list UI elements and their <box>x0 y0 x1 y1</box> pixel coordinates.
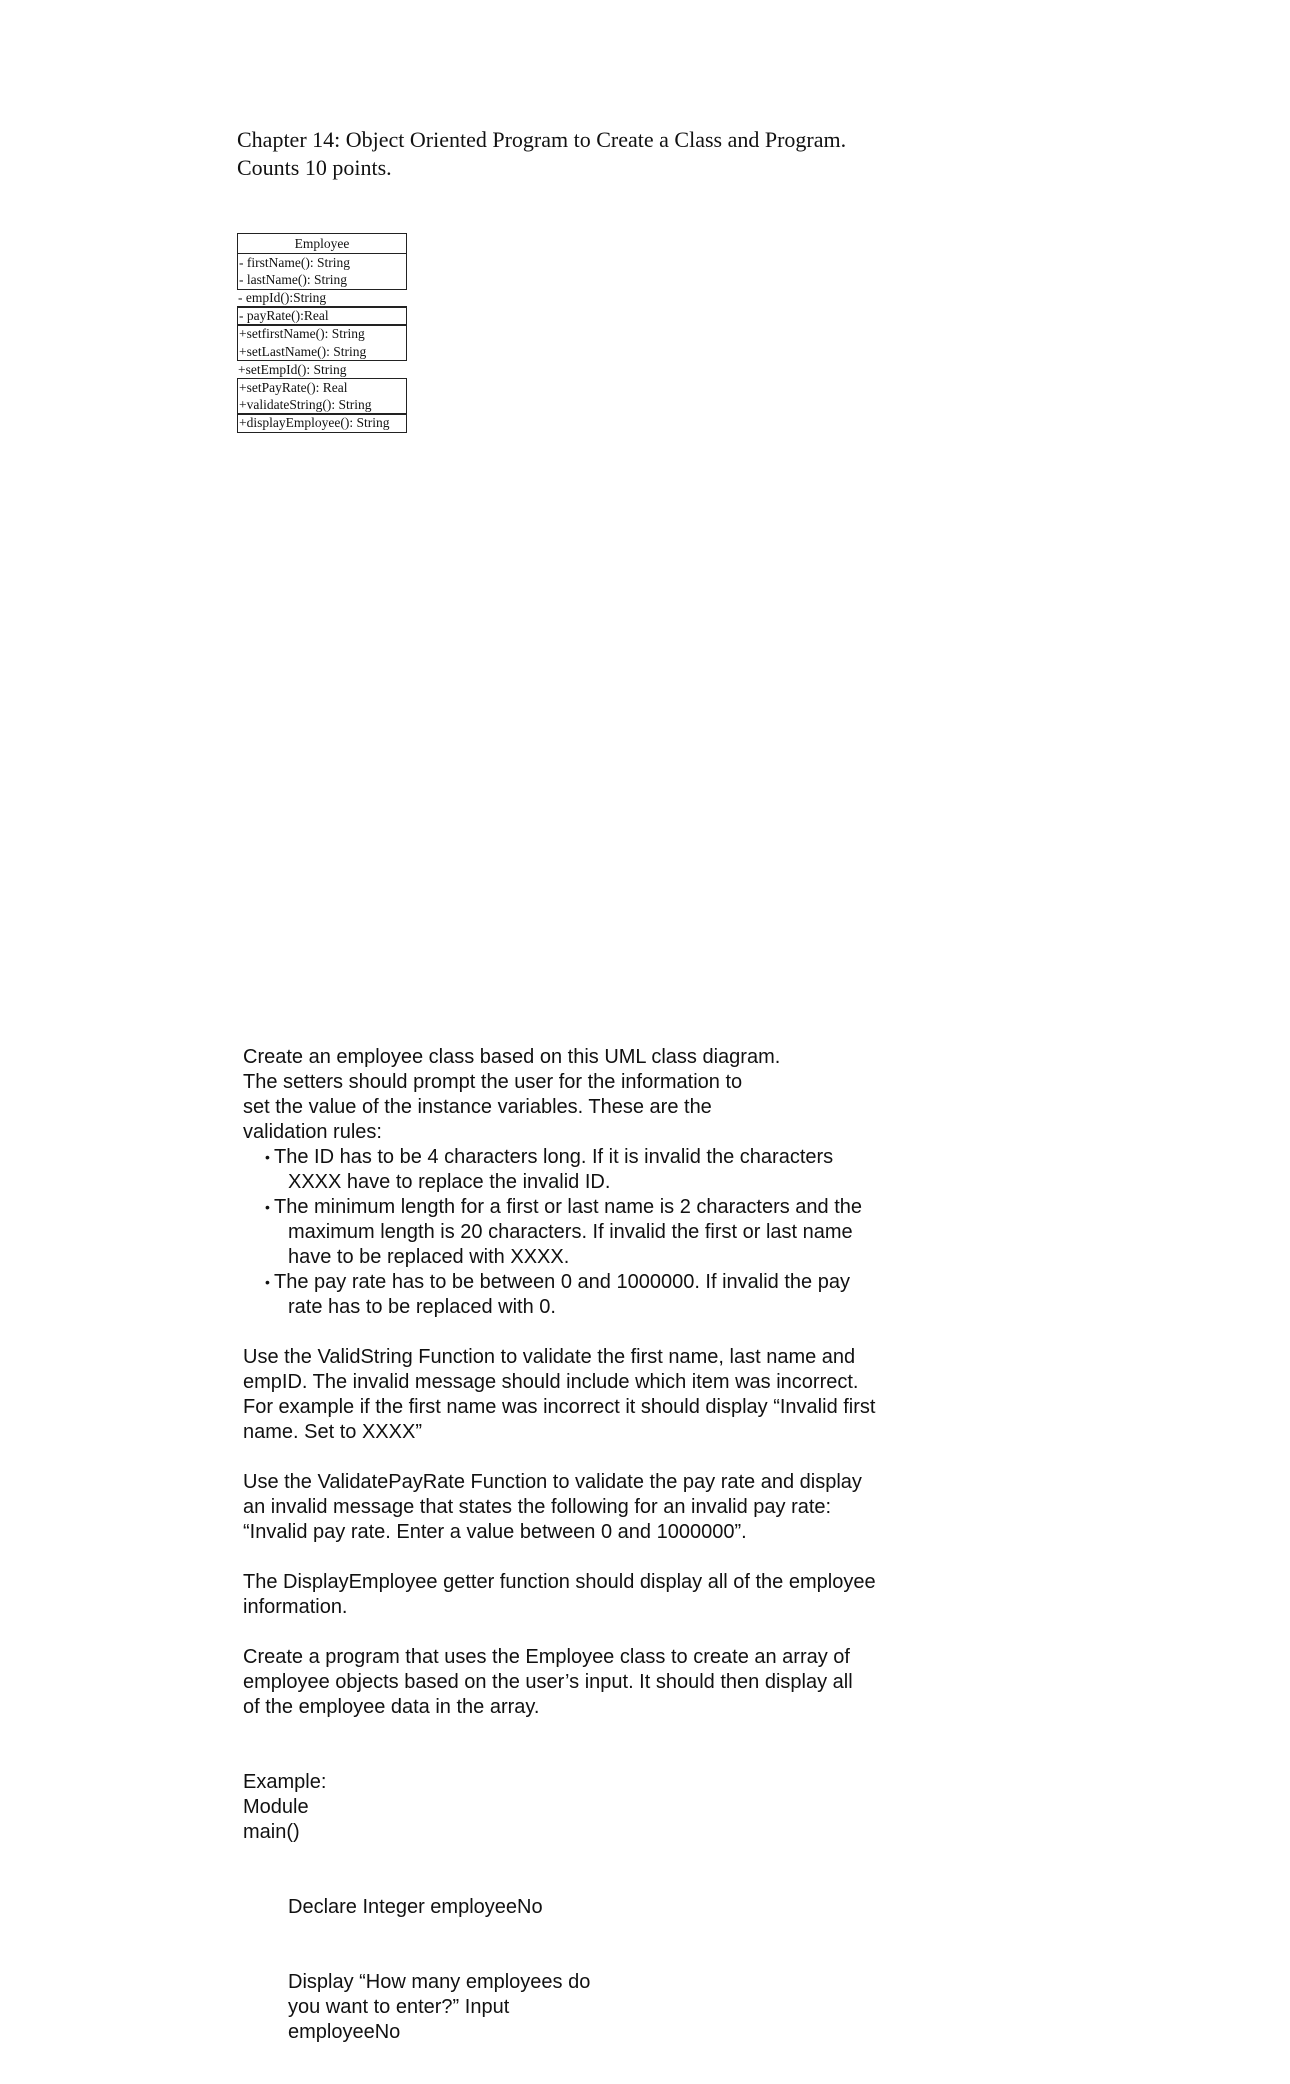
text-line: For example if the first name was incorrect it should display “Invalid first <box>243 1396 876 1418</box>
text-line: information. <box>243 1596 348 1618</box>
uml-attribute: - payRate():Real <box>239 308 329 323</box>
text-line: name. Set to XXXX” <box>243 1421 422 1443</box>
text-line: employee objects based on the user’s input. It should then display all <box>243 1671 853 1693</box>
uml-method: +displayEmployee(): String <box>239 415 390 430</box>
bullet-icon: • <box>265 1199 270 1215</box>
uml-attribute-row <box>237 288 407 308</box>
text-line: maximum length is 20 characters. If invalid the first or last name <box>288 1221 853 1243</box>
intro-paragraph <box>243 1045 943 1145</box>
validatepayrate-paragraph <box>243 1470 943 1545</box>
text-line: an invalid message that states the following for an invalid pay rate: <box>243 1496 832 1518</box>
validstring-paragraph <box>243 1345 943 1445</box>
document-heading <box>237 126 846 182</box>
uml-method: +setfirstName(): String <box>239 326 365 341</box>
uml-class-name: Employee <box>237 233 407 254</box>
example-display-line: employeeNo <box>288 2021 401 2043</box>
uml-attribute: - firstName(): String <box>239 254 350 270</box>
text-line: The setters should prompt the user for the information to <box>243 1071 743 1093</box>
text-line: The ID has to be 4 characters long. If it is invalid the characters <box>274 1146 834 1168</box>
uml-attribute: - empId():String <box>238 290 327 305</box>
text-line: Use the ValidatePayRate Function to validate the pay rate and display <box>243 1471 862 1493</box>
text-line: of the employee data in the array. <box>243 1696 540 1718</box>
program-paragraph <box>243 1645 943 1720</box>
text-line: validation rules: <box>243 1121 382 1143</box>
uml-attribute: - lastName(): String <box>239 272 347 287</box>
example-module: Module <box>243 1796 309 1818</box>
list-item <box>243 1195 943 1270</box>
uml-method-row <box>237 360 407 380</box>
text-line: Create an employee class based on this UML class diagram. <box>243 1046 781 1068</box>
example-main: main() <box>243 1821 300 1843</box>
uml-class-diagram <box>237 233 407 433</box>
text-line: rate has to be replaced with 0. <box>288 1296 556 1318</box>
heading-line-2: Counts 10 points. <box>237 155 392 180</box>
list-item <box>243 1270 943 1320</box>
uml-method: +setEmpId(): String <box>238 361 347 377</box>
text-line: set the value of the instance variables. These are the <box>243 1096 712 1118</box>
text-line: have to be replaced with XXXX. <box>288 1246 570 1268</box>
text-line: “Invalid pay rate. Enter a value between 0 and 1000000”. <box>243 1521 747 1543</box>
display-paragraph <box>243 1570 943 1620</box>
example-section <box>243 1770 943 2045</box>
assignment-body <box>243 1045 943 2045</box>
example-display-line: you want to enter?” Input <box>288 1996 510 2018</box>
list-item <box>243 1145 943 1195</box>
text-line: The DisplayEmployee getter function should display all of the employee <box>243 1571 876 1593</box>
text-line: empID. The invalid message should include which item was incorrect. <box>243 1371 859 1393</box>
uml-method: +setPayRate(): Real <box>239 379 348 395</box>
text-line: Use the ValidString Function to validate the first name, last name and <box>243 1346 856 1368</box>
example-display-line: Display “How many employees do <box>288 1971 591 1993</box>
uml-method: +validateString(): String <box>239 397 372 412</box>
heading-line-1: Chapter 14: Object Oriented Program to Create a Class and Program. <box>237 127 847 152</box>
text-line: The pay rate has to be between 0 and 1000000. If invalid the pay <box>274 1271 850 1293</box>
example-declare: Declare Integer employeeNo <box>288 1896 543 1918</box>
uml-attribute-box <box>237 306 407 326</box>
example-label: Example: <box>243 1771 327 1793</box>
uml-methods-box <box>237 324 407 361</box>
text-line: The minimum length for a first or last name is 2 characters and the <box>274 1196 863 1218</box>
bullet-icon: • <box>265 1149 270 1165</box>
text-line: XXXX have to replace the invalid ID. <box>288 1171 611 1193</box>
text-line: Create a program that uses the Employee class to create an array of <box>243 1646 850 1668</box>
bullet-icon: • <box>265 1274 270 1290</box>
uml-attributes-box <box>237 253 407 290</box>
uml-method-box <box>237 413 407 433</box>
uml-method: +setLastName(): String <box>239 343 367 359</box>
validation-rules-list <box>243 1145 943 1320</box>
uml-methods-box <box>237 378 407 415</box>
